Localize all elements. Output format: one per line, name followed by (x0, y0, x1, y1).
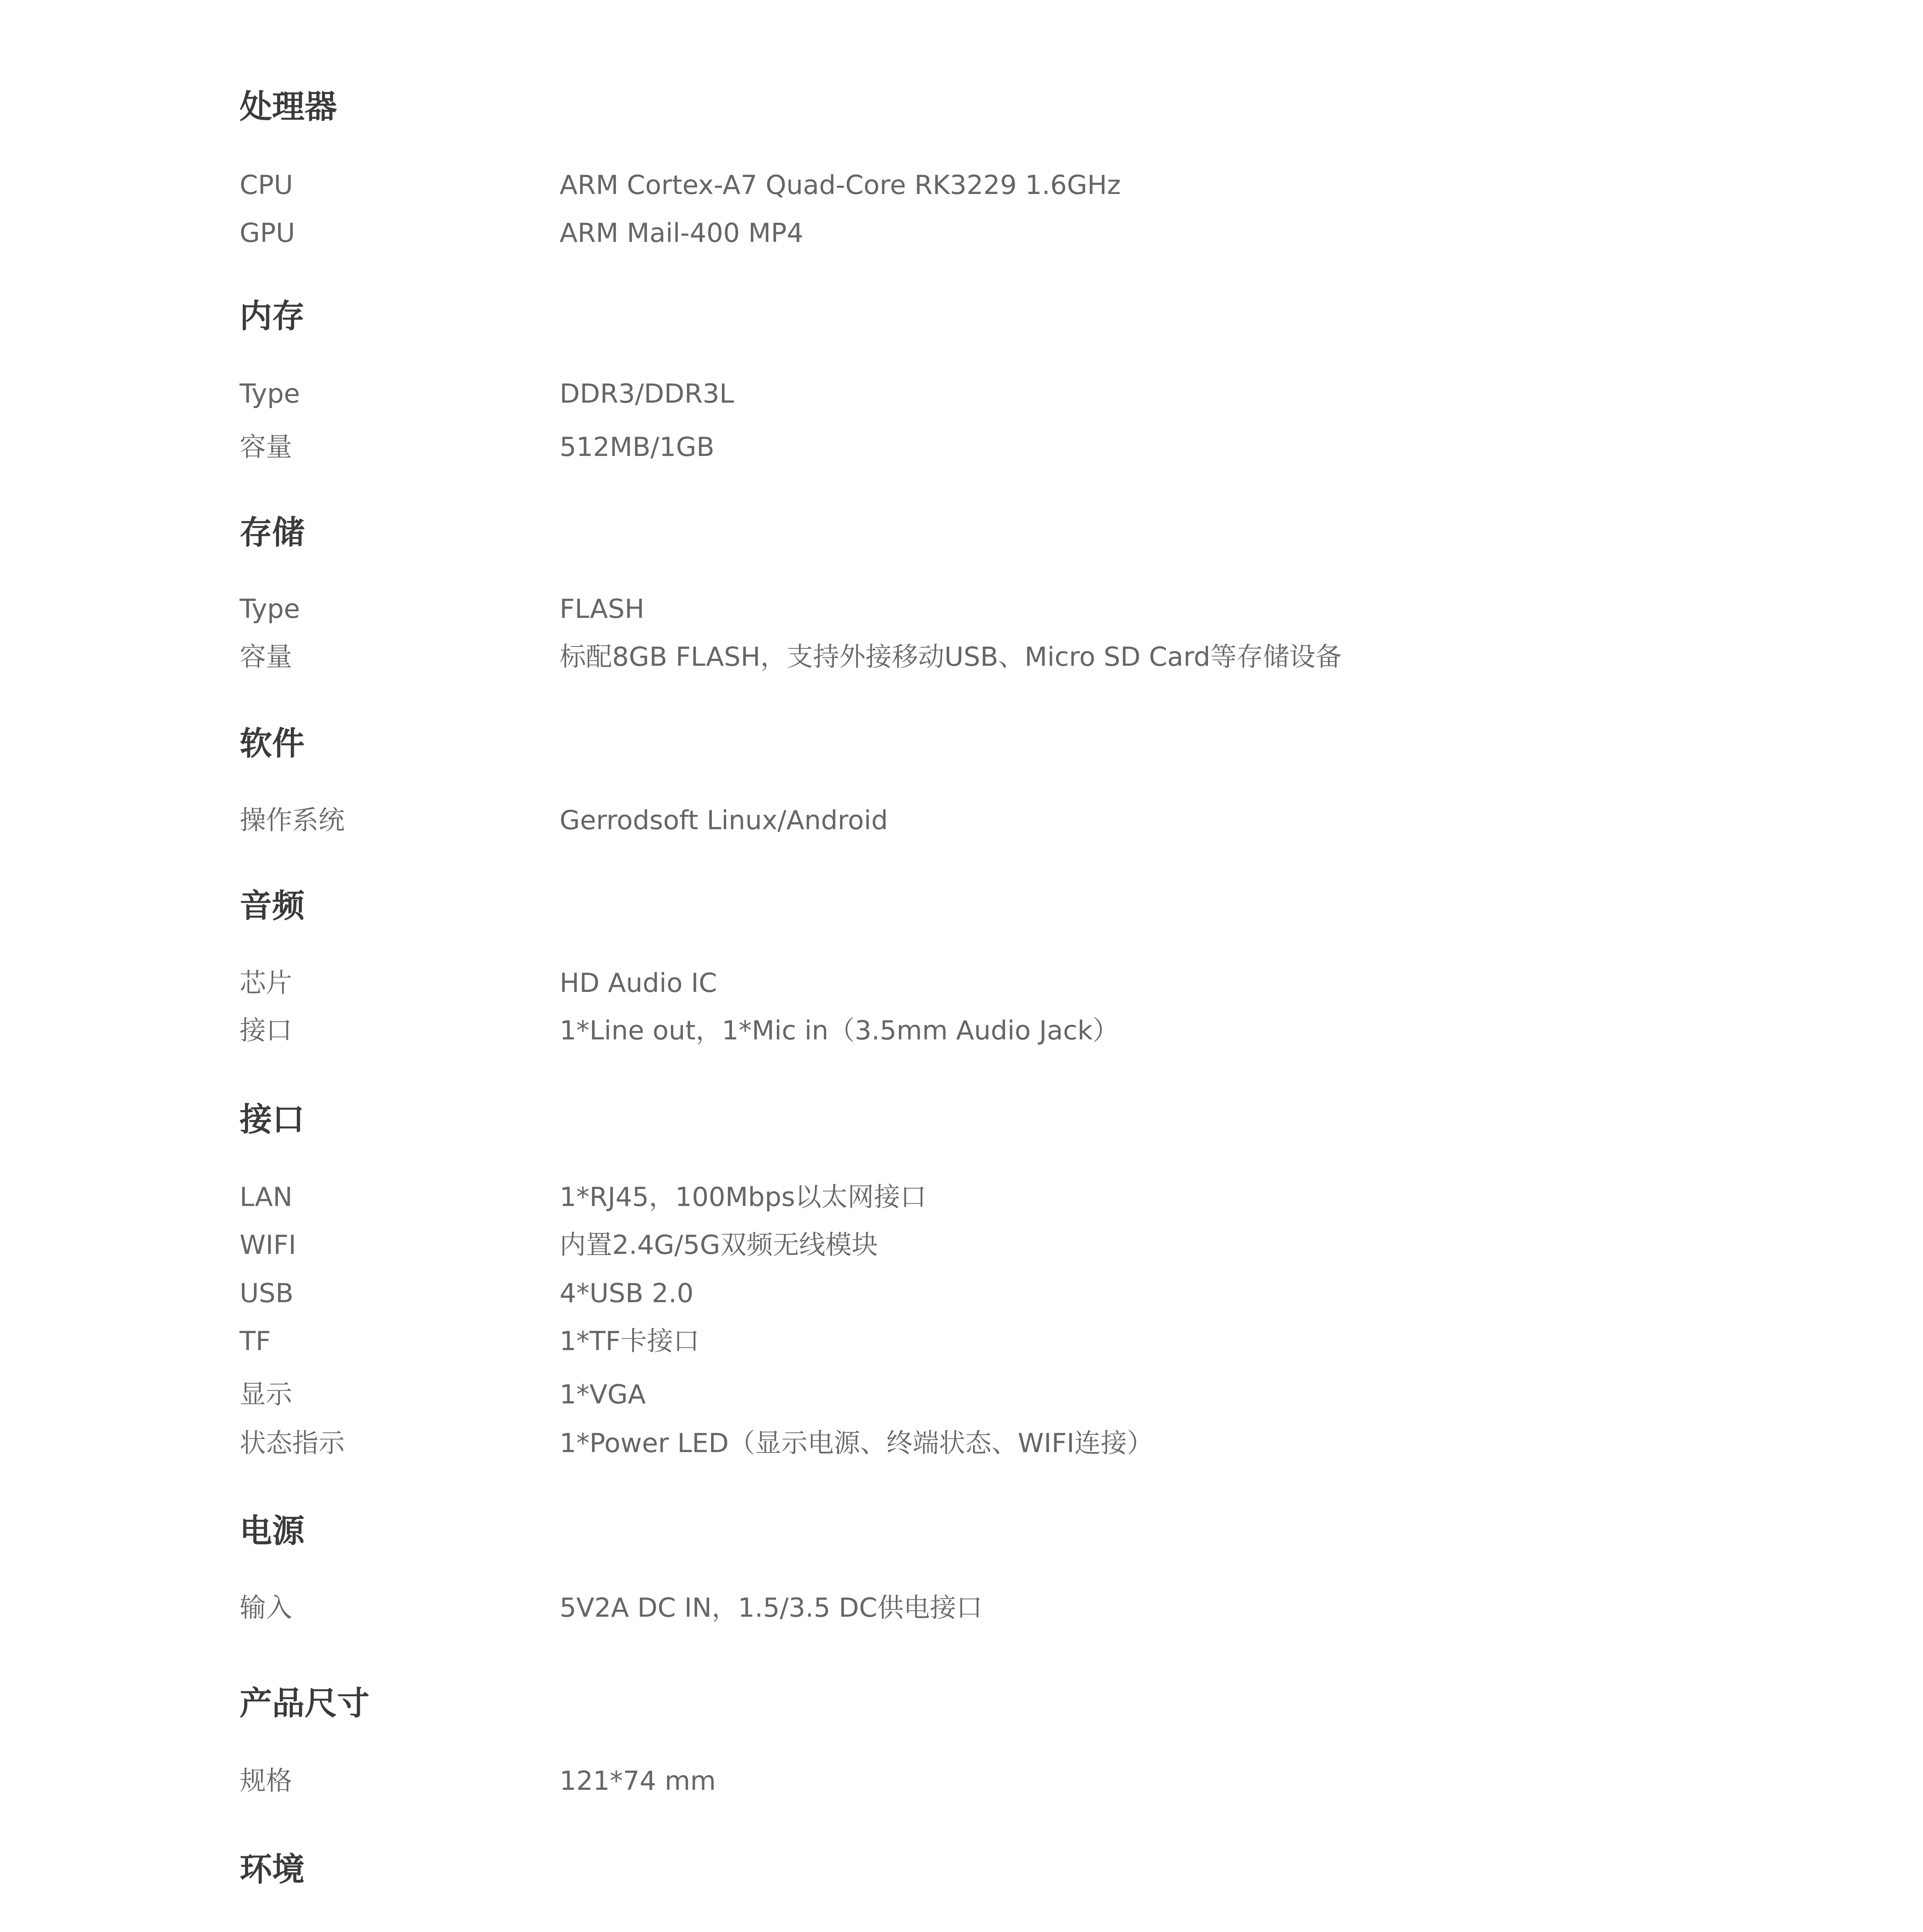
spec-value-storage-capacity: 标配8GB FLASH，支持外接移动USB、Micro SD Card等存储设备 (560, 642, 1342, 672)
spec-value-audio-chip: HD Audio IC (560, 968, 717, 998)
spec-label-cpu: CPU (240, 170, 293, 201)
spec-value-size: 121*74 mm (560, 1766, 716, 1796)
spec-label-gpu: GPU (240, 218, 295, 248)
spec-value-wifi: 内置2.4G/5G双频无线模块 (560, 1230, 878, 1260)
spec-label-audio-port: 接口 (240, 1015, 293, 1046)
spec-label-display: 显示 (240, 1379, 293, 1410)
spec-value-storage-type: FLASH (560, 594, 645, 624)
spec-label-audio-chip: 芯片 (240, 968, 293, 998)
spec-value-memory-capacity: 512MB/1GB (560, 432, 715, 463)
section-title-dimensions: 产品尺寸 (240, 1684, 370, 1722)
section-title-environment: 环境 (240, 1850, 305, 1888)
section-title-memory: 内存 (240, 297, 305, 335)
spec-value-display: 1*VGA (560, 1379, 646, 1410)
spec-value-tf: 1*TF卡接口 (560, 1326, 699, 1357)
spec-label-storage-capacity: 容量 (240, 642, 293, 672)
spec-value-usb: 4*USB 2.0 (560, 1278, 694, 1309)
spec-label-os: 操作系统 (240, 805, 345, 836)
spec-label-memory-capacity: 容量 (240, 432, 293, 463)
spec-value-gpu: ARM Mail-400 MP4 (560, 218, 804, 248)
spec-label-tf: TF (240, 1326, 271, 1357)
spec-value-audio-port: 1*Line out，1*Mic in（3.5mm Audio Jack） (560, 1015, 1119, 1046)
spec-value-lan: 1*RJ45，100Mbps以太网接口 (560, 1182, 927, 1213)
spec-value-memory-type: DDR3/DDR3L (560, 379, 734, 409)
section-title-processor: 处理器 (240, 88, 337, 126)
section-title-audio: 音频 (240, 887, 305, 925)
spec-label-storage-type: Type (240, 594, 300, 624)
spec-value-power-input: 5V2A DC IN，1.5/3.5 DC供电接口 (560, 1593, 983, 1623)
section-title-software: 软件 (240, 724, 305, 762)
spec-label-size: 规格 (240, 1766, 293, 1796)
spec-label-power-input: 输入 (240, 1593, 293, 1623)
spec-label-status-indicator: 状态指示 (240, 1428, 345, 1459)
section-title-storage: 存储 (240, 514, 305, 551)
spec-label-memory-type: Type (240, 379, 300, 409)
spec-value-status-indicator: 1*Power LED（显示电源、终端状态、WIFI连接） (560, 1428, 1154, 1459)
section-title-power: 电源 (240, 1512, 305, 1550)
spec-value-os: Gerrodsoft Linux/Android (560, 805, 888, 836)
spec-label-lan: LAN (240, 1182, 293, 1213)
spec-label-usb: USB (240, 1278, 294, 1309)
spec-label-wifi: WIFI (240, 1230, 296, 1260)
section-title-interfaces: 接口 (240, 1100, 305, 1138)
spec-value-cpu: ARM Cortex-A7 Quad-Core RK3229 1.6GHz (560, 170, 1121, 201)
